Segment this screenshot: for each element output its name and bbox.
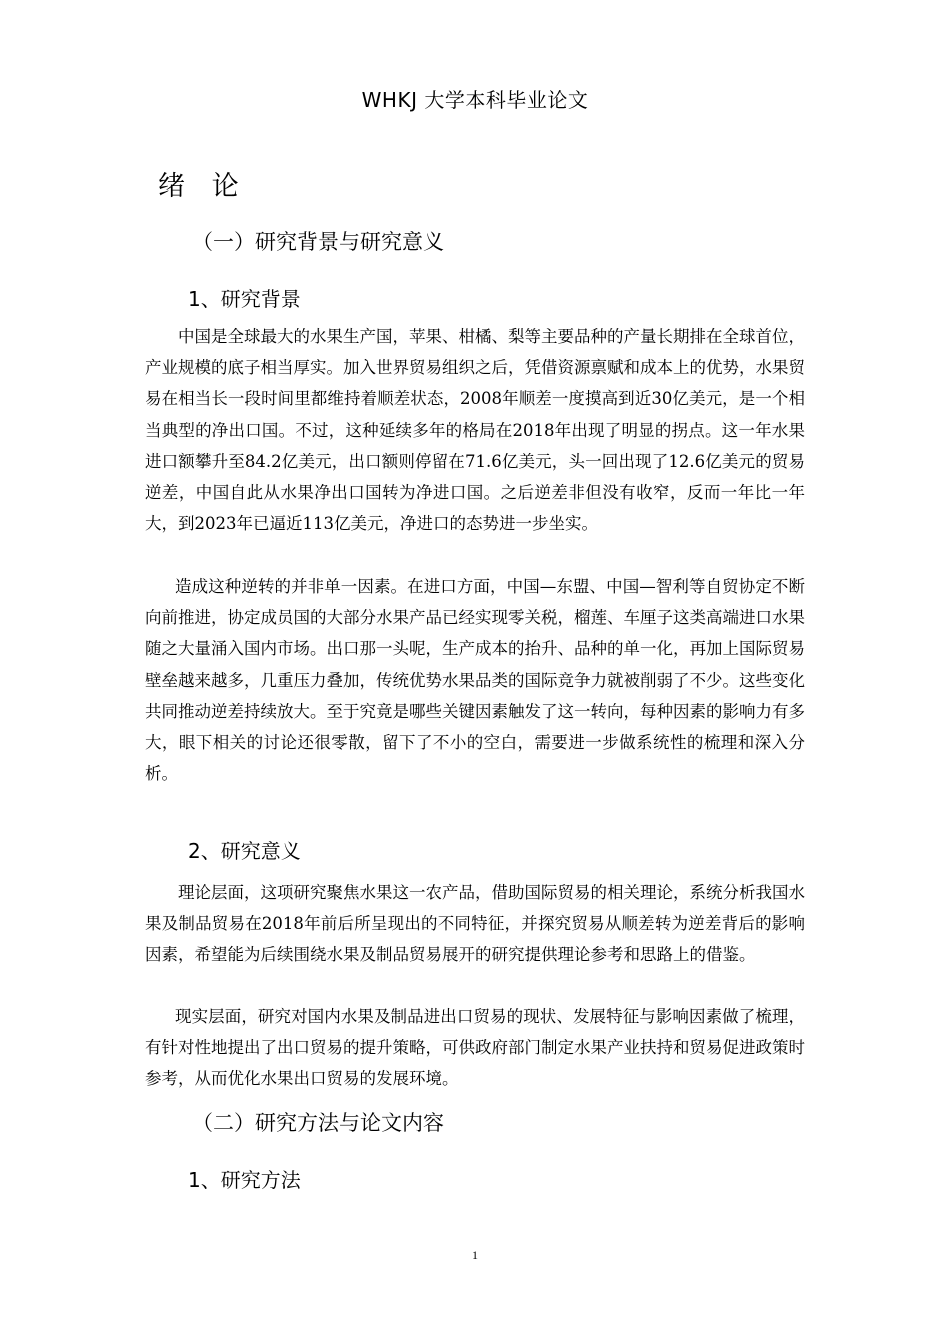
subsection-heading-background: 1、研究背景 <box>188 287 301 311</box>
running-header: WHKJ 大学本科毕业论文 <box>361 88 589 112</box>
paragraph-significance-1: 理论层面，这项研究聚焦水果这一农产品，借助国际贸易的相关理论，系统分析我国水果及制品贸易在2018年前后所呈现出的不同特征，并探究贸易从顺差转为逆差背后的影响因素，希望能为后续围绕水果及制品贸易展开的研究提供理论参考和思路上的借鉴。 <box>145 883 805 965</box>
subsection-heading-methods: 1、研究方法 <box>188 1168 301 1192</box>
subsection-heading-significance: 2、研究意义 <box>188 839 301 863</box>
page-number: 1 <box>472 1248 478 1262</box>
paragraph-background-1: 中国是全球最大的水果生产国，苹果、柑橘、梨等主要品种的产量长期排在全球首位，产业规模的底子相当厚实。加入世界贸易组织之后，凭借资源禀赋和成本上的优势，水果贸易在相当长一段时间里都维持着顺差状态，2008年顺差一度摸高到近30亿美元，是一个相当典型的净出口国。不过，这种延续多年的格局在2018年出现了明显的拐点。这一年水果进口额攀升至84.2亿美元，出口额则停留在71.6亿美元，头一回出现了12.6亿美元的贸易逆差，中国自此从水果净出口国转为净进口国。之后逆差非但没有收窄，反而一年比一年大，到2023年已逼近113亿美元，净进口的态势进一步坐实。 <box>145 327 805 534</box>
chapter-title: 绪 论 <box>158 171 248 202</box>
section-heading-1: （一）研究背景与研究意义 <box>192 230 444 254</box>
paragraph-background-2: 造成这种逆转的并非单一因素。在进口方面，中国—东盟、中国—智利等自贸协定不断向前推进，协定成员国的大部分水果产品已经实现零关税，榴莲、车厘子这类高端进口水果随之大量涌入国内市场。出口那一头呢，生产成本的抬升、品种的单一化，再加上国际贸易壁垒越来越多，几重压力叠加，传统优势水果品类的国际竞争力就被削弱了不少。这些变化共同推动逆差持续放大。至于究竟是哪些关键因素触发了这一转向，每种因素的影响力有多大，眼下相关的讨论还很零散，留下了不小的空白，需要进一步做系统性的梳理和深入分析。 <box>145 577 805 784</box>
paragraph-significance-2: 现实层面，研究对国内水果及制品进出口贸易的现状、发展特征与影响因素做了梳理，有针对性地提出了出口贸易的提升策略，可供政府部门制定水果产业扶持和贸易促进政策时参考，从而优化水果出口贸易的发展环境。 <box>145 1007 805 1089</box>
section-heading-2: （二）研究方法与论文内容 <box>192 1111 444 1135</box>
